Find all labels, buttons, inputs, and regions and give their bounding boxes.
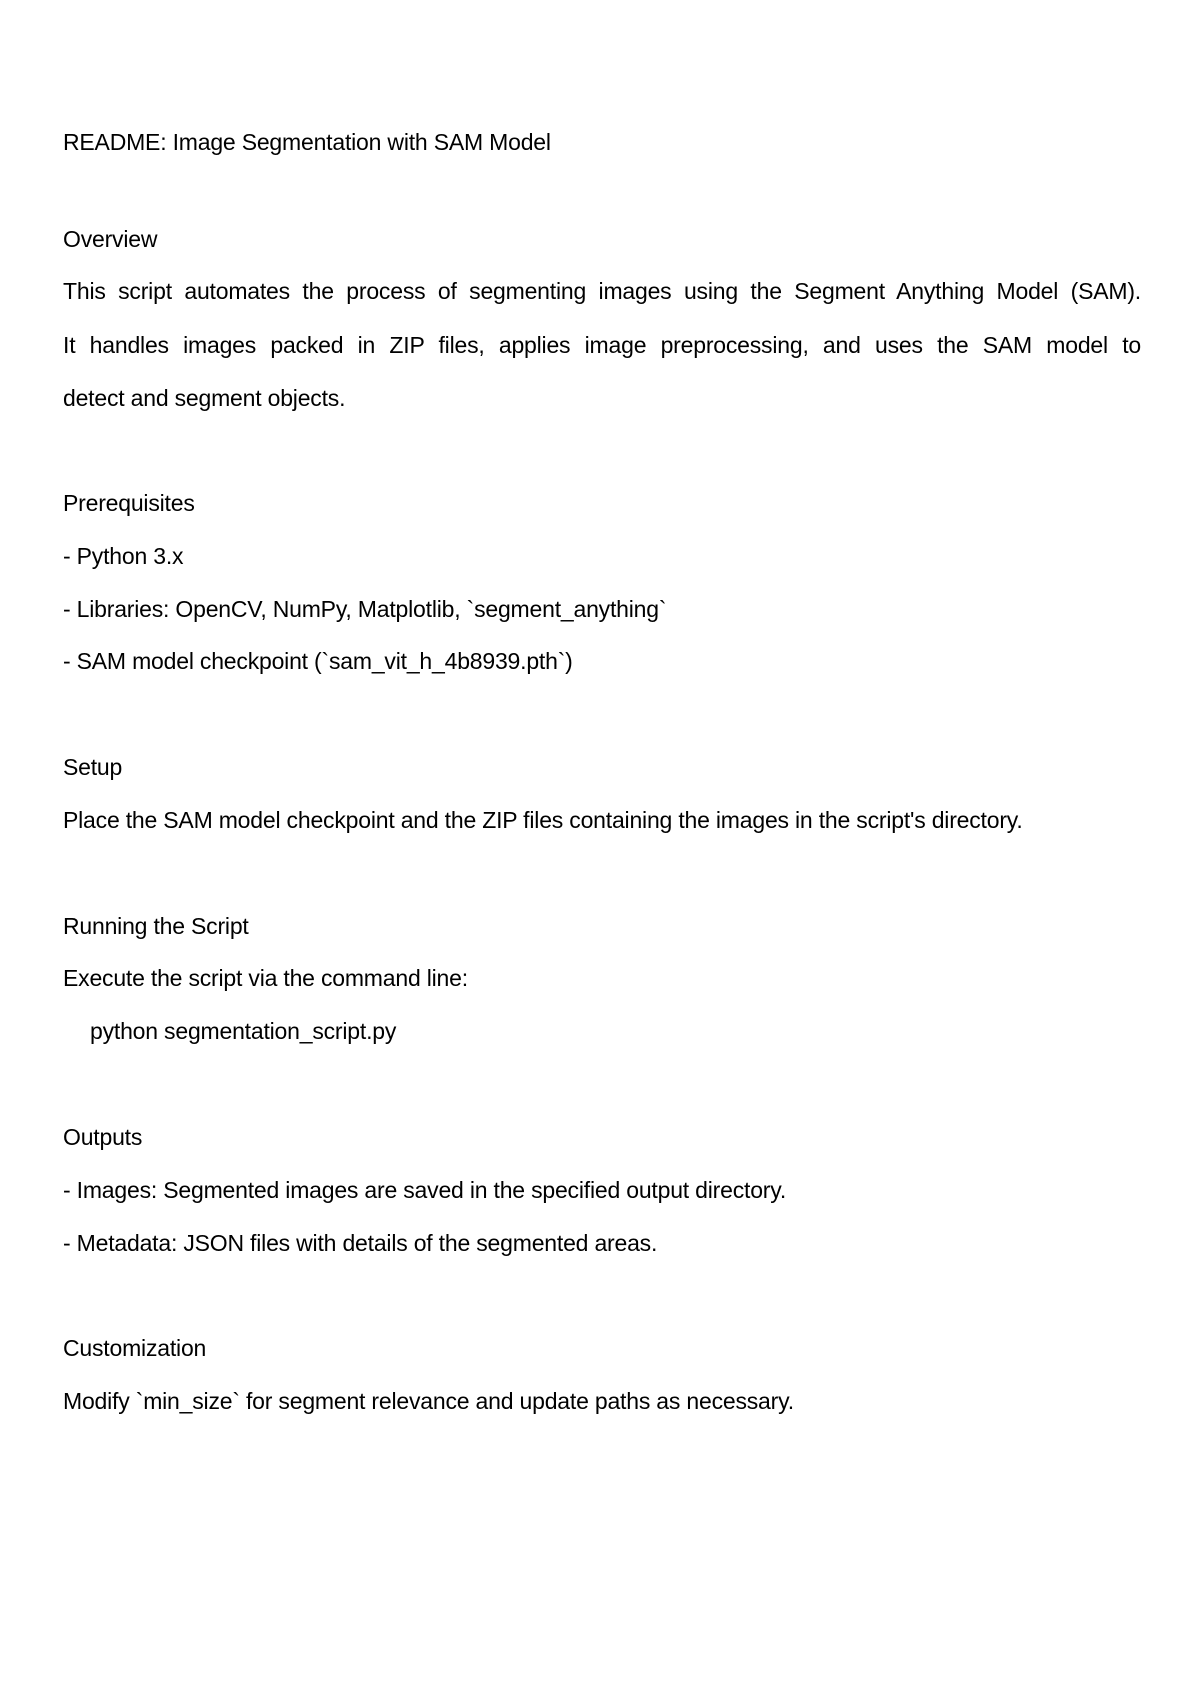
running-heading: Running the Script bbox=[63, 913, 249, 939]
overview-line-3: detect and segment objects. bbox=[63, 385, 346, 411]
prerequisite-item: - SAM model checkpoint (`sam_vit_h_4b8939.pth`) bbox=[63, 648, 573, 674]
overview-line-2: It handles images packed in ZIP files, applies image preprocessing, and uses the SAM model to bbox=[63, 332, 1141, 358]
output-item: - Metadata: JSON files with details of the segmented areas. bbox=[63, 1230, 658, 1256]
customization-text: Modify `min_size` for segment relevance and update paths as necessary. bbox=[63, 1388, 794, 1414]
prerequisite-item: - Python 3.x bbox=[63, 543, 184, 569]
customization-heading: Customization bbox=[63, 1335, 207, 1361]
run-command: python segmentation_script.py bbox=[90, 1018, 397, 1044]
setup-text: Place the SAM model checkpoint and the ZIP files containing the images in the script's directory. bbox=[63, 807, 1023, 833]
outputs-heading: Outputs bbox=[63, 1124, 143, 1150]
overview-line-1: This script automates the process of segmenting images using the Segment Anything Model (SAM). bbox=[63, 278, 1141, 304]
running-text: Execute the script via the command line: bbox=[63, 965, 468, 991]
overview-heading: Overview bbox=[63, 226, 158, 252]
setup-heading: Setup bbox=[63, 754, 123, 780]
prerequisite-item: - Libraries: OpenCV, NumPy, Matplotlib, `segment_anything` bbox=[63, 596, 667, 622]
document-title: README: Image Segmentation with SAM Model bbox=[63, 129, 551, 155]
output-item: - Images: Segmented images are saved in the specified output directory. bbox=[63, 1177, 787, 1203]
prerequisites-heading: Prerequisites bbox=[63, 490, 195, 516]
